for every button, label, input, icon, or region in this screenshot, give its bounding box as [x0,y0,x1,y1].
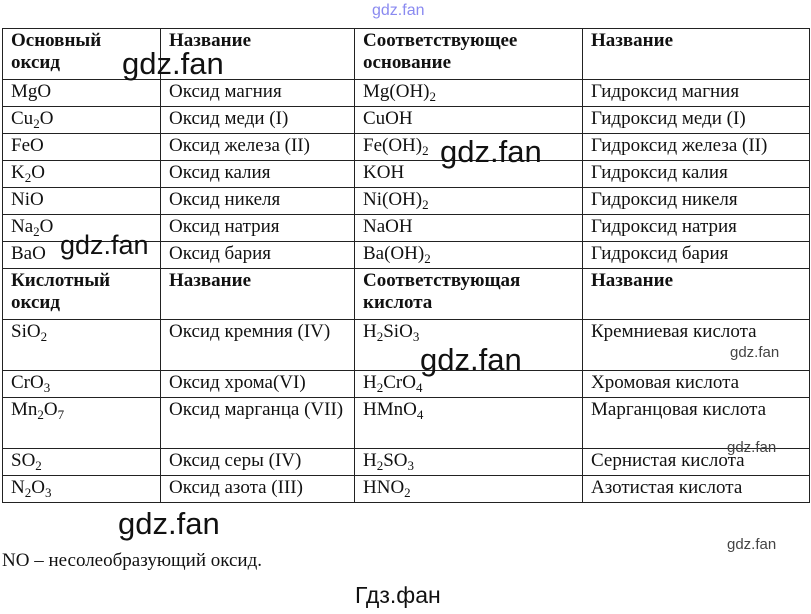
table-row [3,320,810,371]
header-base: Соответствующее основание [355,29,583,80]
header-name: Название [161,269,355,320]
base-formula: $Fe(OH)_2$ [355,134,583,161]
oxide-name: Оксид марганца (VII) [161,398,355,449]
oxide-formula: CrO$_3$ [3,371,161,398]
base-name: Гидроксид магния [583,80,810,107]
base-formula: $Ni(OH)_2$ [355,188,583,215]
watermark: gdz.fan [60,230,149,260]
base-name: Гидроксид натрия [583,215,810,242]
base-formula: CuOH [355,107,583,134]
watermark-top: gdz.fan [372,2,425,19]
oxide-formula: $SO_2$ [3,449,161,476]
base-name: Гидроксид никеля [583,188,810,215]
header-name: Название [161,29,355,80]
acid-formula: $H_2CrO_4$ [355,371,583,398]
oxide-name: Оксид азота (III) [161,476,355,503]
table-row [3,398,810,449]
table-row [3,188,810,215]
watermark: gdz.fan [122,46,224,81]
acid-name: Кремниевая кислота [583,320,810,371]
base-name: Гидроксид железа (II) [583,134,810,161]
header-basic-oxide: Основный оксид [3,29,161,80]
acid-name: Хромовая кислота [583,371,810,398]
acid-name: Азотистая кислота [583,476,810,503]
watermark: gdz.fan [727,439,777,456]
header-base-name: Название [583,29,810,80]
oxide-name: Оксид бария [161,242,355,269]
acid-header-row [3,269,810,320]
watermark: gdz.fan [730,344,780,361]
oxide-formula: $Mn_2O_7$ [3,398,161,449]
watermark: gdz.fan [440,134,542,169]
oxide-formula: FeO [3,134,161,161]
oxide-name: Оксид серы (IV) [161,449,355,476]
base-name: Гидроксид калия [583,161,810,188]
acid-name: Сернистая кислота [583,449,810,476]
oxide-name: Оксид железа (II) [161,134,355,161]
watermark: gdz.fan [118,506,220,541]
base-formula: KOH [355,161,583,188]
oxide-name: Оксид калия [161,161,355,188]
table-row [3,476,810,503]
oxide-formula: BaO [3,242,161,269]
base-name: Гидроксид бария [583,242,810,269]
table-row [3,134,810,161]
watermark: gdz.fan [727,536,777,553]
acid-name: Марганцовая кислота [583,398,810,449]
oxide-name: Оксид меди (I) [161,107,355,134]
table-row [3,107,810,134]
header-acid-name: Название [583,269,810,320]
oxides-table [2,28,810,503]
oxide-name: Оксид натрия [161,215,355,242]
oxide-formula: $Cu_2O$ [3,107,161,134]
oxide-formula: $K_2O$ [3,161,161,188]
oxide-formula: MgO [3,80,161,107]
table-row [3,449,810,476]
header-acid: Соответствующая кислота [355,269,583,320]
watermark-bottom: Гдз.фан [355,582,441,608]
acid-formula: $H_2SO_3$ [355,449,583,476]
oxide-name: Оксид хрома(VI) [161,371,355,398]
table-row [3,161,810,188]
base-formula: $Mg(OH)_2$ [355,80,583,107]
table-row [3,80,810,107]
base-formula: $Ba(OH)_2$ [355,242,583,269]
acid-formula: $H_2SiO_3$ [355,320,583,371]
table-row [3,371,810,398]
acid-formula: HMnO$_4$ [355,398,583,449]
oxide-name: Оксид кремния (IV) [161,320,355,371]
header-acid-oxide: Кислотный оксид [3,269,161,320]
footnote: NO – несолеобразующий оксид. [2,550,263,571]
oxide-formula: NiO [3,188,161,215]
oxide-formula: $Na_2O$ [3,215,161,242]
base-formula: NaOH [355,215,583,242]
watermark: gdz.fan [420,342,522,377]
oxide-name: Оксид никеля [161,188,355,215]
oxide-formula: SiO$_2$ [3,320,161,371]
acid-formula: $HNO_2$ [355,476,583,503]
base-name: Гидроксид меди (I) [583,107,810,134]
oxide-formula: $N_2O_3$ [3,476,161,503]
oxide-name: Оксид магния [161,80,355,107]
